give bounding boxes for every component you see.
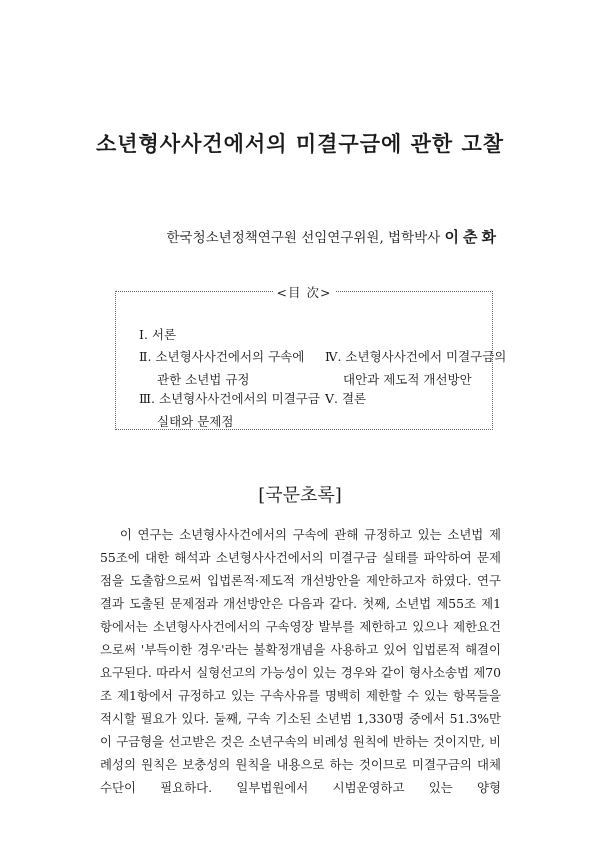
paper-title: 소년형사사건에서의 미결구금에 관한 고찰	[95, 131, 505, 156]
toc-item-5	[325, 389, 366, 407]
abstract-body: 이 연구는 소년형사사건에서의 구속에 관해 규정하고 있는 소년법 제55조에 대한 해석과 소년형사사건에서의 미결구금 실태를 파악하여 문제점을 도출함으로써 입법론적·제도적 개선방안을 제안하고자 하였다. 연구결과 도출된 문제점과 개선방안은 다음과 같다. 첫째, 소년법 제55조 제1항에서는 소년형사사건에서의 구속영장 발부를 제한하고 있으나 제한요건으로써 '부득이한 경우'라는 불확정개념을 사용하고 있어 입법론적 해결이 요구된다. 따라서 실형선고의 가능성이 있는 경우와 같이 형사소송법 제70조 제1항에서 규정하고 있는 구속사유를 명백히 제한할 수 있는 항목들을 적시할 필요가 있다. 둘째, 구속 기소된 소년범 1,330명 중에서 51.3%만이 구금형을 선고받은 것은 소년구속의 비례성 원칙에 반하는 것이지만, 비례성의 원칙은 보충성의 원칙을 내용으로 하는 것이므로 미결구금의 대체수단이 필요하다. 일부법원에서 시범운영하고 있는 양형	[100, 527, 501, 795]
toc-item-line: Ⅱ. 소년형사사건에서의 구속에	[139, 349, 305, 364]
table-of-contents	[115, 285, 507, 430]
abstract-title: [국문초록]	[258, 485, 342, 506]
toc-item-line: 대안과 제도적 개선방안	[343, 372, 472, 387]
toc-item-line: Ⅰ. 서론	[139, 327, 177, 342]
author-line	[167, 226, 500, 247]
toc-heading-text: <目 次>	[273, 285, 336, 300]
toc-item-4	[325, 347, 506, 388]
toc-item-line: 실태와 문제점	[157, 414, 234, 429]
toc-item-3	[139, 389, 320, 430]
toc-item-2	[139, 347, 304, 388]
author-name: 이춘화	[444, 228, 500, 246]
toc-item-1	[139, 325, 176, 343]
toc-heading	[116, 283, 492, 301]
author-affiliation: 한국청소년정책연구원 선임연구위원, 법학박사	[166, 230, 441, 246]
toc-item-line: Ⅳ. 소년형사사건에서 미결구금의	[325, 349, 507, 364]
toc-item-line: Ⅴ. 결론	[325, 391, 367, 406]
toc-item-line: 관한 소년법 규정	[157, 372, 250, 387]
toc-item-line: Ⅲ. 소년형사사건에서의 미결구금	[139, 391, 320, 406]
